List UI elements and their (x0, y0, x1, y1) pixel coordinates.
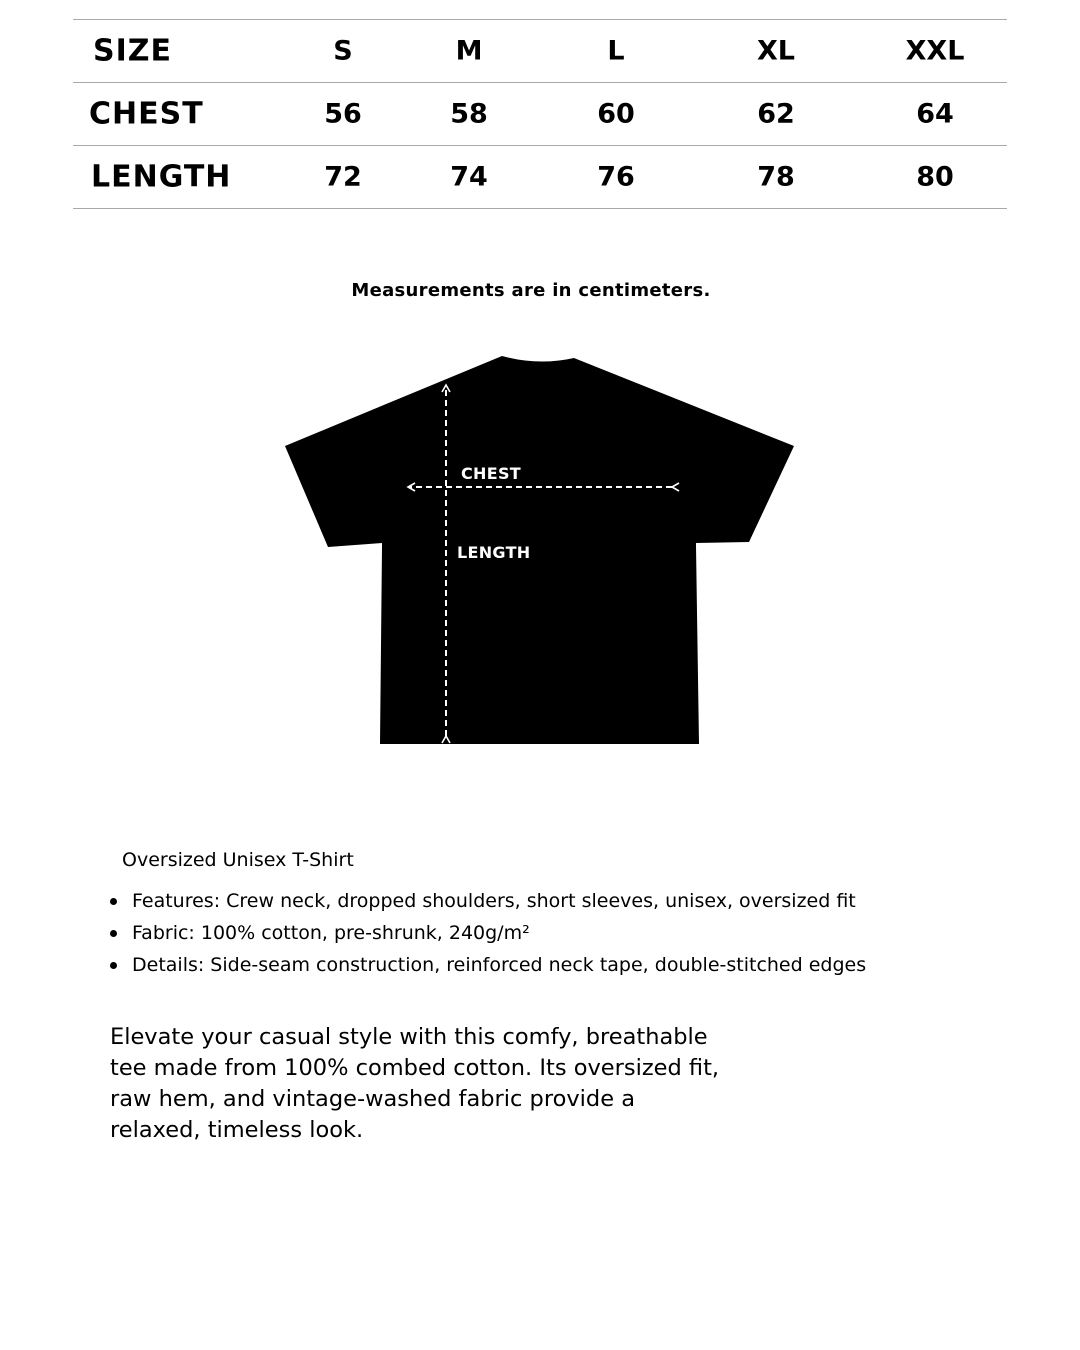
list-item (108, 918, 866, 950)
chest-row (73, 82, 1007, 145)
size-xxl-header: XXL (905, 35, 965, 67)
feature-list (108, 886, 866, 982)
tshirt-measurement-diagram (270, 340, 810, 760)
list-item (108, 886, 866, 918)
length-diagram-label: LENGTH (457, 543, 531, 562)
length-l-value: 76 (597, 161, 635, 193)
size-s-header: S (333, 35, 353, 67)
length-xl-value: 78 (757, 161, 795, 193)
product-description: Elevate your casual style with this comfy, breathable tee made from 100% combed cotton. Its oversized fit, raw hem, and vintage-washed fabric provide a relaxed, timeless look. (110, 1024, 720, 1143)
chest-diagram-label: CHEST (461, 464, 521, 483)
length-row-label: LENGTH (91, 159, 232, 195)
length-m-value: 74 (450, 161, 488, 193)
length-s-value: 72 (324, 161, 362, 193)
fabric-text: Fabric: 100% cotton, pre-shrunk, 240g/m² (132, 922, 530, 944)
chest-l-value: 60 (597, 98, 635, 130)
chest-s-value: 56 (324, 98, 362, 130)
length-xxl-value: 80 (916, 161, 954, 193)
tshirt-silhouette (285, 356, 794, 744)
size-m-header: M (455, 35, 483, 67)
feature-text: Features: Crew neck, dropped shoulders, short sleeves, unisex, oversized fit (132, 890, 856, 912)
details-text: Details: Side-seam construction, reinforced neck tape, double-stitched edges (132, 954, 867, 976)
bullet-icon (110, 930, 117, 937)
chest-xl-value: 62 (757, 98, 795, 130)
list-item (108, 950, 866, 982)
chest-xxl-value: 64 (916, 98, 954, 130)
size-header-row (73, 19, 1007, 82)
measurement-unit-note: Measurements are in centimeters. (351, 280, 711, 301)
size-chart-table (73, 19, 1007, 209)
bullet-icon (110, 898, 117, 905)
bullet-icon (110, 962, 117, 969)
product-name: Oversized Unisex T-Shirt (122, 849, 354, 871)
length-row (73, 145, 1007, 209)
chest-m-value: 58 (450, 98, 488, 130)
size-l-header: L (607, 35, 625, 67)
tshirt-illustration (270, 340, 810, 760)
size-row-label: SIZE (93, 33, 173, 69)
chest-row-label: CHEST (89, 96, 204, 132)
size-xl-header: XL (756, 35, 796, 67)
